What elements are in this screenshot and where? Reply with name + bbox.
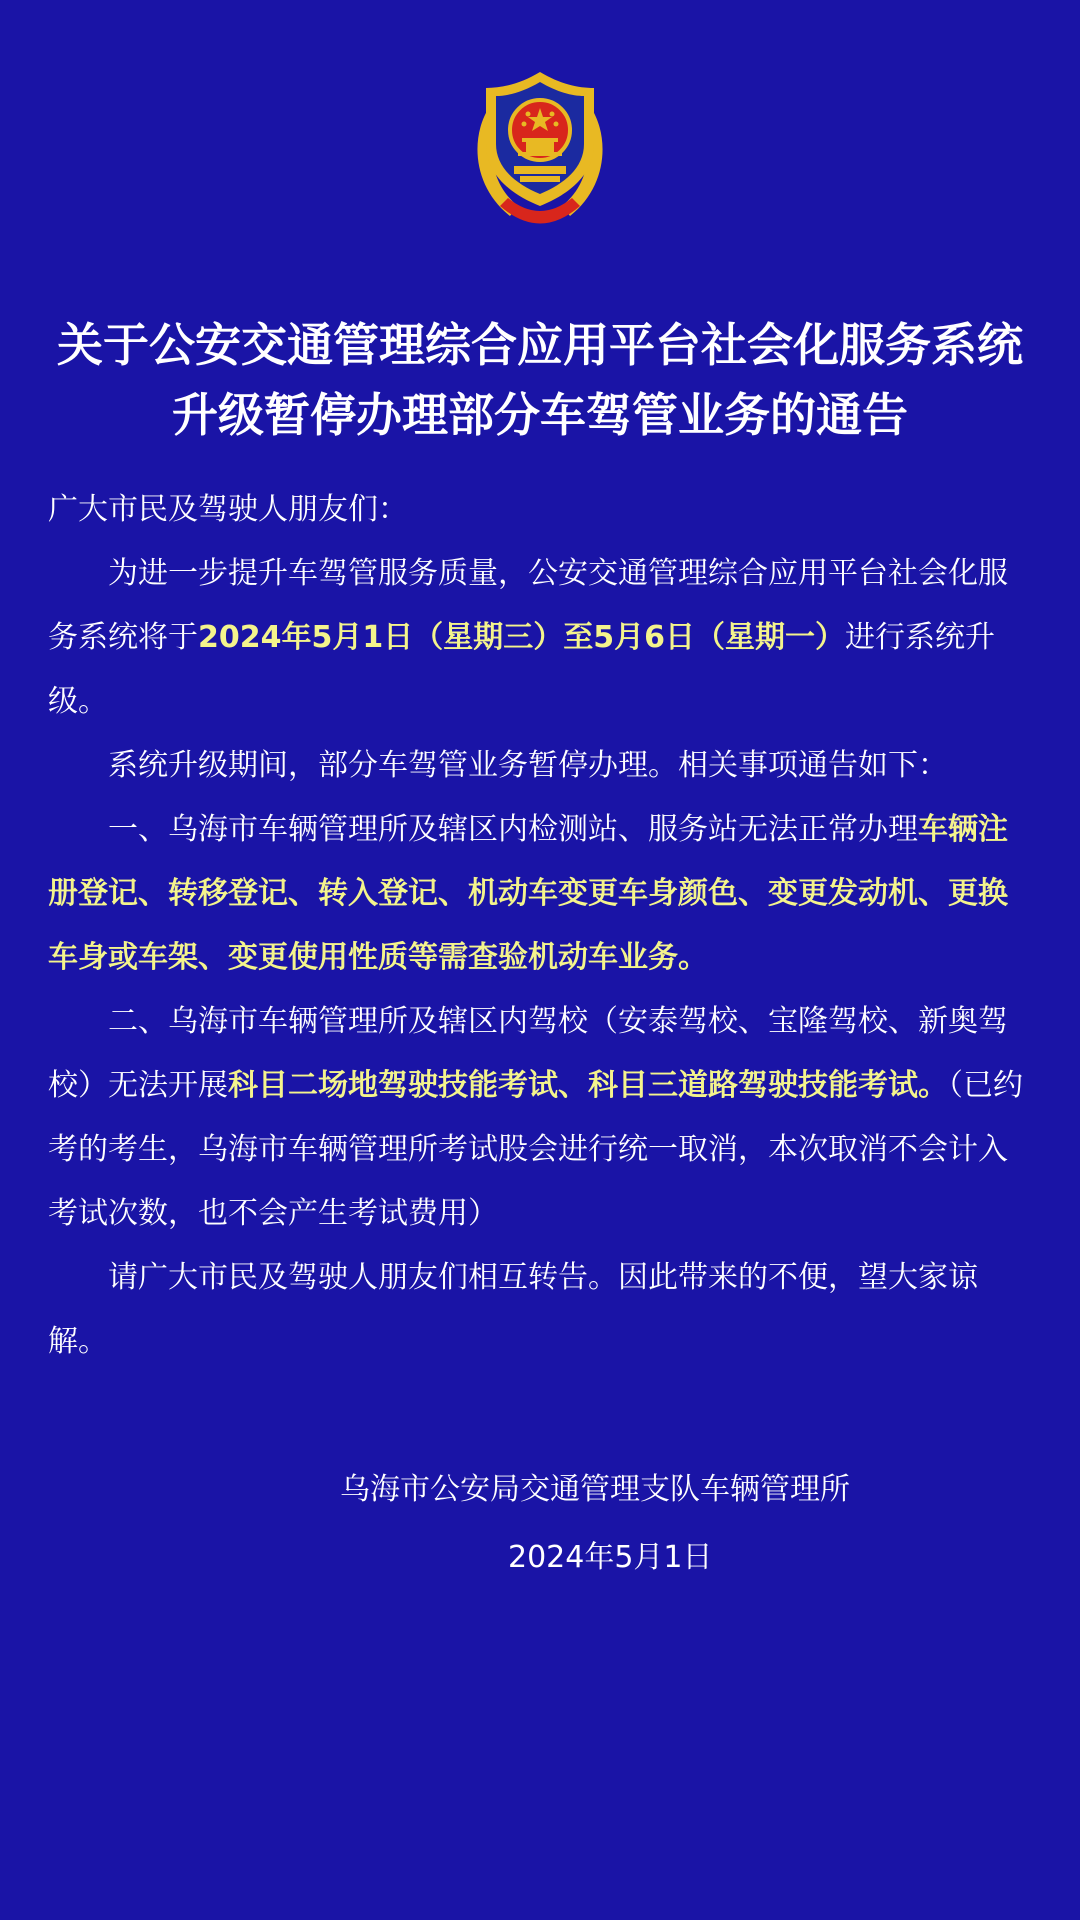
item-one-highlight: 车辆注册登记、转移登记、转入登记、机动车变更车身颜色、变更发动机、更换车身或车架、变更使用性质等需查验机动车业务。: [48, 812, 1008, 975]
item-two-highlight: 科目二场地驾驶技能考试、科目三道路驾驶技能考试。: [228, 1068, 948, 1103]
intro-text-end: 进行系统升级。: [48, 620, 995, 719]
greeting: 广大市民及驾驶人朋友们：: [48, 492, 408, 527]
closing-paragraph: 请广大市民及驾驶人朋友们相互转告。因此带来的不便，望大家谅解。: [48, 1260, 978, 1359]
intro-dates-highlight: 2024年5月1日（星期三）至5月6日（星期一）: [198, 620, 845, 655]
item-two: [48, 990, 1032, 1246]
item-one: [48, 798, 1032, 990]
item-one-text: 一、乌海市车辆管理所及辖区内检测站、服务站无法正常办理: [108, 812, 918, 847]
title-line-2: 升级暂停办理部分车驾管业务的通告: [172, 388, 908, 442]
item-two-text: 二、乌海市车辆管理所及辖区内驾校（安泰驾校、宝隆驾校、新奥驾校）无法开展: [48, 1004, 1008, 1103]
police-emblem-icon: [460, 66, 620, 236]
paragraph-overview: 系统升级期间，部分车驾管业务暂停办理。相关事项通告如下：: [108, 748, 948, 783]
notice-body: [48, 478, 1032, 1374]
signature-organization: 乌海市公安局交通管理支队车辆管理所: [340, 1472, 850, 1507]
intro-text: 为进一步提升车驾管服务质量，公安交通管理综合应用平台社会化服务系统将于: [48, 556, 1008, 655]
paragraph-intro: [48, 542, 1032, 734]
item-two-note: （已约考的考生，乌海市车辆管理所考试股会进行统一取消，本次取消不会计入考试次数，也不会产生考试费用）: [48, 1068, 1023, 1231]
signature-date: 2024年5月1日: [508, 1540, 713, 1575]
notice-title: [40, 310, 1040, 450]
title-line-1: 关于公安交通管理综合应用平台社会化服务系统: [57, 318, 1023, 372]
